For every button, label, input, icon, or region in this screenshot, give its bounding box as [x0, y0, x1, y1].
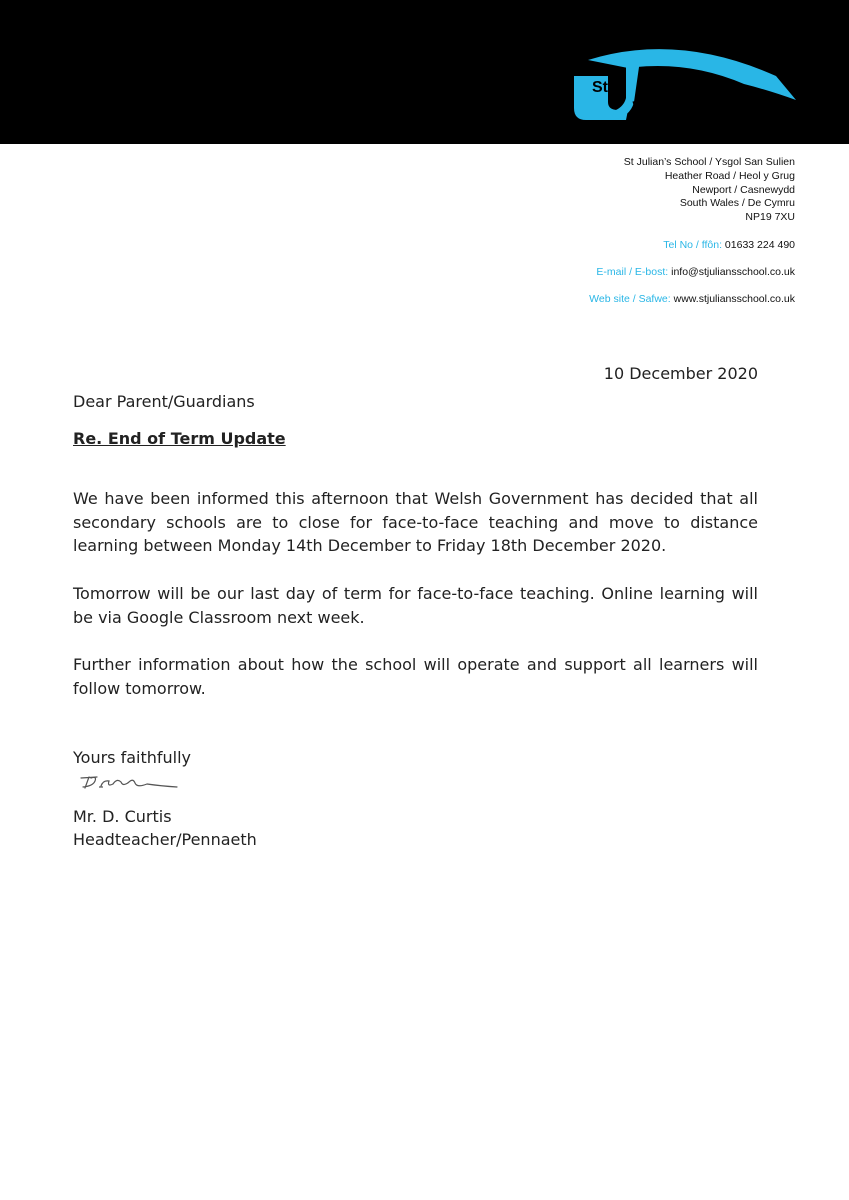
logo-large-text: Julian’s: [632, 78, 758, 116]
website-value[interactable]: www.stjuliansschool.co.uk: [673, 293, 795, 305]
body-paragraph: Further information about how the school will operate and support all learners will follow tomorrow.: [73, 655, 758, 698]
letter-date: 10 December 2020: [603, 364, 758, 383]
subject-line: Re. End of Term Update: [73, 429, 286, 448]
body-paragraph: Tomorrow will be our last day of term for face-to-face teaching. Online learning will be via Google Classroom next week.: [73, 584, 758, 627]
address-line: NP19 7XU: [745, 211, 795, 224]
address-line: South Wales / De Cymru: [679, 197, 795, 210]
body-paragraph: We have been informed this afternoon that Welsh Government has decided that all secondary schools are to close for face-to-face teaching and move to distance learning between Monday 14th December to Friday 18th December 2020.: [73, 489, 758, 555]
school-logo: [568, 40, 800, 126]
telephone-label: Tel No / ffôn:: [663, 239, 722, 251]
address-line: Newport / Casnewydd: [692, 183, 795, 196]
telephone-line: [663, 239, 795, 251]
email-value[interactable]: info@stjuliansschool.co.uk: [671, 266, 795, 278]
salutation: Dear Parent/Guardians: [73, 392, 255, 411]
logo-small-text: St: [592, 79, 608, 96]
closing: Yours faithfully: [73, 748, 192, 767]
signer-block: [73, 805, 257, 851]
email-line: [596, 266, 795, 278]
telephone-value: 01633 224 490: [724, 239, 795, 251]
letterhead-banner: [0, 0, 849, 144]
address-line: Heather Road / Heol y Grug: [664, 169, 795, 182]
address-line: St Julian’s School / Ysgol San Sulien: [623, 156, 795, 168]
signature: [77, 772, 181, 794]
signer-name: Mr. D. Curtis: [73, 807, 172, 826]
website-line: [589, 293, 795, 305]
email-label: E-mail / E-bost:: [596, 266, 669, 278]
school-address: [624, 156, 795, 225]
website-label: Web site / Safwe:: [589, 293, 671, 305]
signer-title: Headteacher/Pennaeth: [73, 830, 257, 849]
